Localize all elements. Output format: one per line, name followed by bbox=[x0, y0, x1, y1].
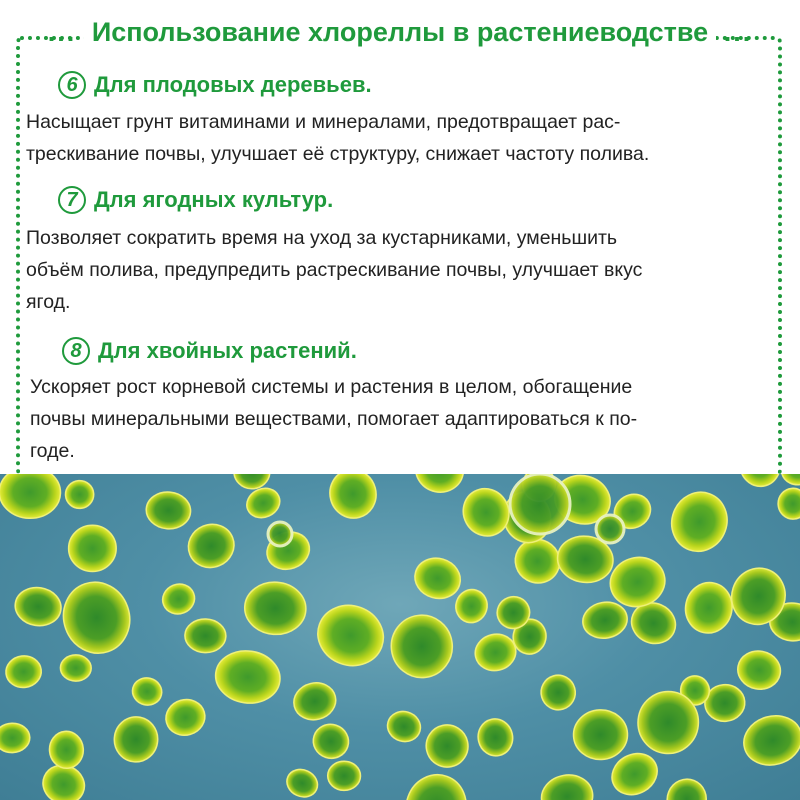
chlorella-cell bbox=[474, 716, 516, 760]
chlorella-cell bbox=[397, 766, 475, 800]
chlorella-cell bbox=[422, 721, 472, 771]
section-conifers-heading bbox=[62, 337, 357, 365]
chlorella-cell bbox=[182, 517, 241, 574]
chlorella-cell bbox=[69, 525, 117, 571]
chlorella-cell bbox=[412, 474, 468, 497]
section-heading-text: Для плодовых деревьев. bbox=[94, 72, 372, 97]
chlorella-cell bbox=[243, 580, 308, 636]
chlorella-cell bbox=[538, 771, 596, 800]
section-fruit-trees-heading bbox=[58, 71, 372, 99]
chlorella-cell bbox=[384, 708, 424, 746]
chlorella-cell bbox=[212, 647, 283, 707]
section-berry-crops-heading bbox=[58, 186, 333, 214]
body-line: Позволяет сократить время на уход за кустарниками, уменьшить bbox=[26, 227, 618, 249]
chlorella-cell bbox=[663, 484, 735, 559]
chlorella-cell bbox=[60, 655, 91, 682]
chlorella-cell bbox=[234, 474, 271, 489]
page-title bbox=[0, 14, 800, 50]
chlorella-cells-illustration bbox=[0, 474, 800, 800]
chlorella-cell bbox=[738, 709, 800, 772]
chlorella-cell bbox=[681, 578, 737, 637]
chlorella-cell bbox=[736, 474, 784, 490]
chlorella-cell bbox=[112, 715, 159, 764]
body-line: объём полива, предупредить растрескивание почвы, улучшает вкус bbox=[26, 259, 643, 281]
chlorella-cell bbox=[510, 474, 570, 534]
chlorella-cell bbox=[54, 573, 139, 662]
chlorella-cell bbox=[184, 618, 226, 653]
chlorella-cell bbox=[282, 765, 322, 800]
chlorella-cell bbox=[777, 487, 800, 520]
section-conifers-body bbox=[30, 371, 780, 467]
body-line: ягод. bbox=[26, 291, 71, 313]
chlorella-cell bbox=[661, 773, 712, 800]
title-dots-right: ... bbox=[723, 17, 753, 47]
body-line: почвы минеральными веществами, помогает адаптироваться к по- bbox=[30, 408, 638, 430]
chlorella-cell bbox=[572, 709, 629, 761]
chlorella-cell bbox=[290, 678, 340, 724]
body-line: Насыщает грунт витаминами и минералами, предотвращает рас- bbox=[26, 111, 621, 133]
chlorella-cell bbox=[778, 474, 800, 489]
chlorella-cell bbox=[537, 671, 579, 714]
chlorella-cell bbox=[0, 474, 61, 519]
title-text: Использование хлореллы в растениеводстве bbox=[84, 17, 716, 47]
chlorella-cell bbox=[309, 720, 353, 763]
chlorella-cell bbox=[158, 579, 199, 619]
chlorella-cell bbox=[734, 647, 783, 692]
chlorella-cell bbox=[309, 596, 392, 674]
chlorella-cell bbox=[455, 480, 518, 544]
title-dots-left: ... bbox=[47, 17, 77, 47]
section-fruit-trees-body bbox=[26, 106, 776, 170]
section-heading-text: Для ягодных культур. bbox=[94, 187, 334, 212]
chlorella-cell bbox=[12, 584, 63, 629]
chlorella-cell bbox=[410, 553, 465, 604]
number-badge-8: 8 bbox=[62, 337, 90, 365]
chlorella-cell bbox=[48, 730, 85, 770]
body-line: годе. bbox=[30, 440, 75, 462]
chlorella-cell bbox=[596, 515, 624, 543]
section-berry-crops-body bbox=[26, 222, 776, 318]
chlorella-cell bbox=[0, 723, 30, 754]
chlorella-cell bbox=[452, 586, 492, 627]
chlorella-cell bbox=[472, 630, 520, 674]
chlorella-cell bbox=[130, 675, 165, 708]
number-badge-7: 7 bbox=[58, 186, 86, 214]
number-badge-6: 6 bbox=[58, 71, 86, 99]
chlorella-cell bbox=[324, 474, 381, 523]
chlorella-cell bbox=[4, 654, 43, 690]
chlorella-cell bbox=[162, 695, 209, 740]
chlorella-cell bbox=[327, 761, 360, 791]
chlorella-cell bbox=[388, 612, 456, 681]
chlorella-cell bbox=[65, 480, 95, 510]
section-heading-text: Для хвойных растений. bbox=[98, 338, 357, 363]
chlorella-cell bbox=[580, 599, 630, 642]
body-line: Ускоряет рост корневой системы и растения в целом, обогащение bbox=[30, 376, 633, 398]
chlorella-cell bbox=[145, 490, 192, 531]
body-line: трескивание почвы, улучшает её структуру, снижает частоту полива. bbox=[26, 143, 650, 165]
chlorella-cell bbox=[268, 522, 292, 546]
chlorella-micrograph-image bbox=[0, 474, 800, 800]
